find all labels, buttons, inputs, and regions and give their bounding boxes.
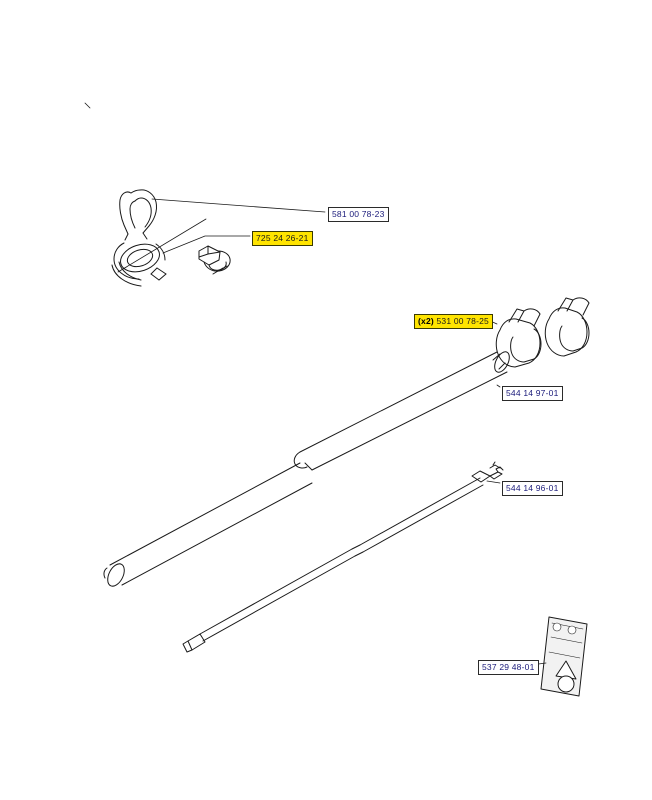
callout-code: 537 29 48-01 xyxy=(482,662,535,672)
leader-outer-tube xyxy=(497,385,500,387)
clamp-bolt xyxy=(199,246,230,274)
callout-code: 725 24 26-21 xyxy=(256,233,309,243)
callout-outer-tube[interactable] xyxy=(502,386,563,401)
drive-shaft xyxy=(183,462,503,652)
clamp-assembly xyxy=(112,190,166,286)
shaft-clips xyxy=(493,298,589,369)
callout-qty: (x2) xyxy=(418,316,434,326)
callout-code: 544 14 97-01 xyxy=(506,388,559,398)
leader-clamp-ring xyxy=(118,219,206,272)
outer-tube-upper xyxy=(294,349,512,470)
stray-mark xyxy=(85,103,90,108)
leader-clamp xyxy=(152,199,325,212)
callout-code: 581 00 78-23 xyxy=(332,209,385,219)
leader-drive-shaft xyxy=(487,481,500,483)
callout-code: 544 14 96-01 xyxy=(506,483,559,493)
callout-clamp-screw[interactable] xyxy=(252,231,313,246)
callout-drive-shaft[interactable] xyxy=(502,481,563,496)
callout-clamp-bracket[interactable] xyxy=(328,207,389,222)
callout-shaft-clips[interactable] xyxy=(414,314,493,329)
callout-warning-decal[interactable] xyxy=(478,660,539,675)
callout-code: 531 00 78-25 xyxy=(436,316,489,326)
leader-bolt xyxy=(163,236,250,253)
outer-tube-lower xyxy=(104,463,312,589)
warning-decal xyxy=(541,617,587,696)
